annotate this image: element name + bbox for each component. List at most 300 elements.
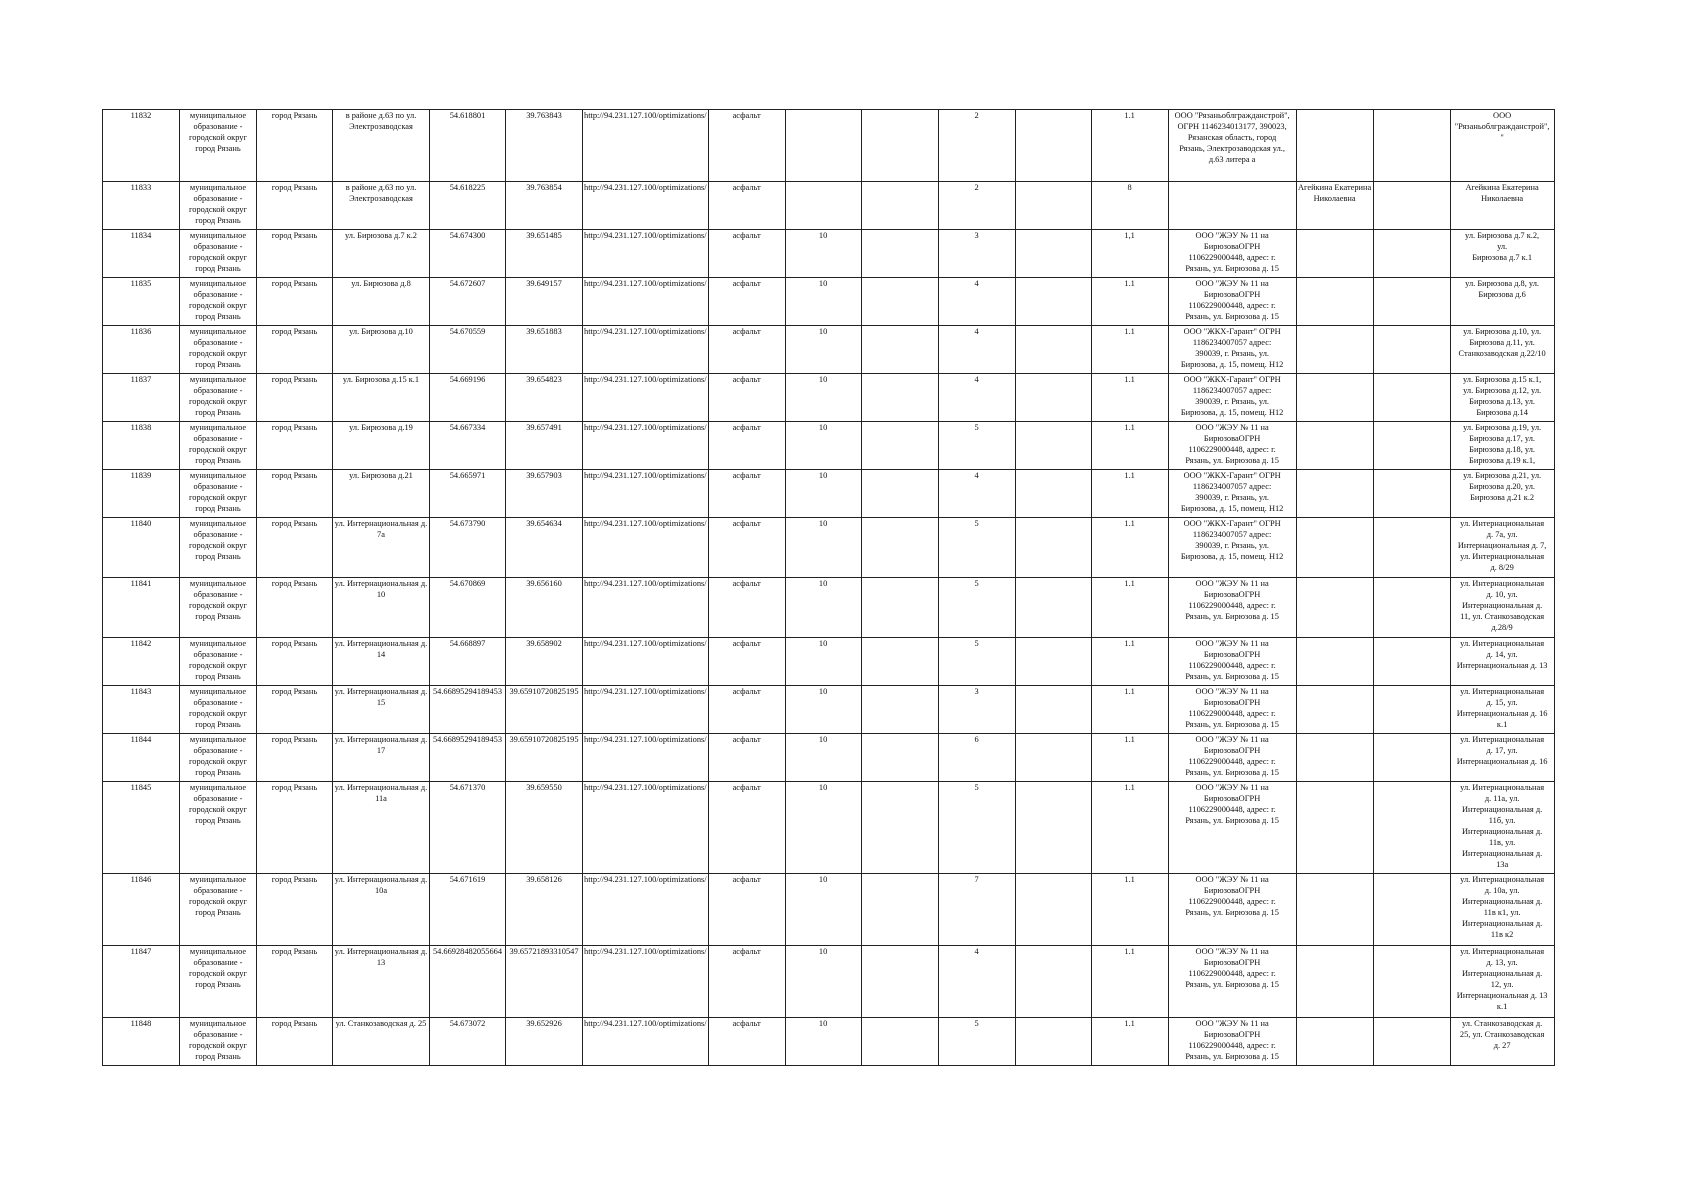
owner-cell-line: 390039, г. Рязань, ул.: [1195, 541, 1269, 550]
surface-cell: асфальт: [708, 326, 785, 374]
municipality-cell: муниципальное образование - городской округ город Рязань: [180, 686, 257, 734]
owner-cell-line: Рязань, ул. Бирюзова д. 15: [1185, 612, 1279, 621]
sources-cell-line: Бирюзова д.13, ул.: [1469, 397, 1536, 406]
sources-cell: [1450, 782, 1554, 874]
sources-cell: [1450, 578, 1554, 638]
municipality-cell: муниципальное образование - городской округ город Рязань: [180, 782, 257, 874]
url-cell: http://94.231.127.100/optimizations/: [583, 638, 709, 686]
table-row: [103, 1018, 1555, 1066]
owner-person-cell: [1296, 230, 1373, 278]
table-row: [103, 686, 1555, 734]
sources-cell-line: Николаевна: [1481, 194, 1524, 203]
owner-cell-line: 1106229000448, адрес: г.: [1188, 969, 1276, 978]
row-id: 11836: [103, 326, 180, 374]
city-cell: город Рязань: [257, 734, 333, 782]
sources-cell-line: ул. Бирюзова д.8, ул.: [1465, 279, 1540, 288]
address-cell: ул. Бирюзова д.21: [333, 470, 430, 518]
empty-cell: [861, 518, 938, 578]
empty-cell: [1015, 1018, 1091, 1066]
latitude-cell: 54.674300: [430, 230, 506, 278]
owner-person-cell: [1296, 518, 1373, 578]
table-row: [103, 734, 1555, 782]
municipality-cell: муниципальное образование - городской округ город Рязань: [180, 874, 257, 946]
longitude-cell: 39.651485: [506, 230, 583, 278]
containers-cell: 5: [938, 782, 1015, 874]
owner-cell-line-part: Бирюзова: [1203, 958, 1239, 967]
empty-cell: [1015, 182, 1091, 230]
owner-cell-line-part: Бирюзова: [1203, 290, 1239, 299]
empty-cell: [1015, 422, 1091, 470]
longitude-cell: 39.649157: [506, 278, 583, 326]
sources-cell-line: Бирюзова д.20, ул.: [1469, 482, 1536, 491]
containers-cell: 7: [938, 874, 1015, 946]
sources-cell-line: ул.: [1497, 242, 1508, 251]
sources-cell: [1450, 326, 1554, 374]
longitude-cell: 39.659550: [506, 782, 583, 874]
owner-cell-line: 1186234007057 адрес:: [1192, 482, 1272, 491]
municipality-cell: муниципальное образование - городской округ город Рязань: [180, 374, 257, 422]
city-cell: город Рязань: [257, 518, 333, 578]
row-id: 11835: [103, 278, 180, 326]
sources-cell-line: д. 8/29: [1490, 563, 1514, 572]
containers-cell: 4: [938, 374, 1015, 422]
sources-cell-line: Бирюзова д.11, ул.: [1469, 338, 1535, 347]
sources-cell-line: ул. Интернациональная: [1460, 875, 1545, 884]
owner-cell-line: Рязань, ул. Бирюзова д. 15: [1185, 816, 1279, 825]
address-cell: ул. Станкозаводская д. 25: [333, 1018, 430, 1066]
owner-cell-line-part: Бирюзова: [1203, 886, 1239, 895]
area-cell: 10: [785, 734, 861, 782]
owner-cell: [1168, 230, 1296, 278]
owner-cell-line: ОГРН 1146234013177, 390023,: [1177, 122, 1287, 131]
latitude-cell: 54.66895294189453: [430, 686, 506, 734]
sources-cell-line: ул. Бирюзова д.19, ул.: [1463, 423, 1542, 432]
city-cell: город Рязань: [257, 374, 333, 422]
longitude-cell: 39.658126: [506, 874, 583, 946]
owner-cell-line: Рязань, ул. Бирюзова д. 15: [1185, 264, 1279, 273]
containers-cell: 5: [938, 422, 1015, 470]
table-row: [103, 326, 1555, 374]
owner-cell-line: ООО "Рязаньоблгражданстрой",: [1174, 111, 1290, 120]
url-cell: http://94.231.127.100/optimizations/: [583, 518, 709, 578]
empty-cell: [861, 470, 938, 518]
owner-cell-line: ООО "ЖКХ-Гарант" ОГРН: [1183, 375, 1281, 384]
address-cell: ул. Бирюзова д.8: [333, 278, 430, 326]
empty-cell: [1373, 110, 1450, 182]
municipality-cell: муниципальное образование - городской округ город Рязань: [180, 110, 257, 182]
volume-cell: 1.1: [1091, 470, 1168, 518]
url-cell: http://94.231.127.100/optimizations/: [583, 182, 709, 230]
sources-cell-line: д.28/9: [1491, 623, 1513, 632]
owner-cell: [1168, 686, 1296, 734]
area-cell: 10: [785, 326, 861, 374]
owner-cell-line: [1170, 241, 1295, 252]
volume-cell: 1.1: [1091, 1018, 1168, 1066]
surface-cell: асфальт: [708, 686, 785, 734]
row-id: 11841: [103, 578, 180, 638]
owner-cell-line: ООО "ЖЭУ № 11 на: [1195, 279, 1269, 288]
row-id: 11846: [103, 874, 180, 946]
longitude-cell: 39.65910720825195: [506, 686, 583, 734]
empty-cell: [1015, 946, 1091, 1018]
owner-cell-line-part: ОГРН: [1238, 958, 1261, 967]
owner-cell-line: Рязанская область, город: [1187, 133, 1277, 142]
latitude-cell: 54.672607: [430, 278, 506, 326]
owner-cell: [1168, 1018, 1296, 1066]
sources-cell: [1450, 278, 1554, 326]
municipality-cell: муниципальное образование - городской округ город Рязань: [180, 734, 257, 782]
address-cell: ул. Бирюзова д.7 к.2: [333, 230, 430, 278]
longitude-cell: 39.656160: [506, 578, 583, 638]
empty-cell: [861, 874, 938, 946]
municipality-cell: муниципальное образование - городской округ город Рязань: [180, 470, 257, 518]
row-id: 11843: [103, 686, 180, 734]
row-id: 11844: [103, 734, 180, 782]
address-cell: ул. Бирюзова д.10: [333, 326, 430, 374]
latitude-cell: 54.668897: [430, 638, 506, 686]
empty-cell: [861, 686, 938, 734]
sources-cell-line: Агейкина Екатерина: [1465, 183, 1539, 192]
sources-cell-line: ул. Бирюзова д.21, ул.: [1463, 471, 1542, 480]
url-cell: http://94.231.127.100/optimizations/: [583, 374, 709, 422]
owner-cell-line: ООО "ЖКХ-Гарант" ОГРН: [1183, 519, 1281, 528]
sources-cell-line: Бирюзова д.21 к.2: [1470, 493, 1535, 502]
latitude-cell: 54.618801: [430, 110, 506, 182]
url-cell: http://94.231.127.100/optimizations/: [583, 110, 709, 182]
empty-cell: [861, 1018, 938, 1066]
surface-cell: асфальт: [708, 578, 785, 638]
sources-cell-line: Станкозаводская д.22/10: [1458, 349, 1546, 358]
owner-cell-line: 1106229000448, адрес: г.: [1188, 757, 1276, 766]
city-cell: город Рязань: [257, 874, 333, 946]
owner-cell-line: 1106229000448, адрес: г.: [1188, 897, 1276, 906]
sources-cell-line: 11в к2: [1490, 930, 1514, 939]
volume-cell: 1.1: [1091, 374, 1168, 422]
document-page: [102, 109, 1555, 1066]
owner-cell-line-part: Бирюзова: [1203, 794, 1239, 803]
city-cell: город Рязань: [257, 230, 333, 278]
volume-cell: 1.1: [1091, 874, 1168, 946]
empty-cell: [861, 110, 938, 182]
owner-cell-line: Бирюзова, д. 15, помещ. Н12: [1180, 552, 1284, 561]
volume-cell: 1.1: [1091, 518, 1168, 578]
containers-cell: 2: [938, 110, 1015, 182]
surface-cell: асфальт: [708, 518, 785, 578]
sources-cell-line: д. 11а, ул.: [1484, 794, 1520, 803]
sources-cell: [1450, 470, 1554, 518]
owner-person-cell: [1296, 782, 1373, 874]
sources-cell-line: 11в к1, ул.: [1483, 908, 1521, 917]
empty-cell: [861, 278, 938, 326]
owner-cell-line: ООО "ЖЭУ № 11 на: [1195, 783, 1269, 792]
owner-cell-line-part: Бирюзова: [1203, 746, 1239, 755]
area-cell: 10: [785, 686, 861, 734]
empty-cell: [1373, 374, 1450, 422]
empty-cell: [1015, 686, 1091, 734]
owner-cell-line: ООО "ЖЭУ № 11 на: [1195, 687, 1269, 696]
surface-cell: асфальт: [708, 278, 785, 326]
sources-cell-line: 12, ул.: [1490, 980, 1514, 989]
sources-cell-line: Интернациональная д. 13: [1456, 661, 1548, 670]
municipality-cell: муниципальное образование - городской округ город Рязань: [180, 230, 257, 278]
sources-cell-line: ул. Интернациональная: [1460, 639, 1545, 648]
containers-cell: 4: [938, 946, 1015, 1018]
address-cell: ул. Интернациональная д. 7а: [333, 518, 430, 578]
table-row: [103, 230, 1555, 278]
address-cell: ул. Интернациональная д. 13: [333, 946, 430, 1018]
owner-cell-line: [1170, 1029, 1295, 1040]
city-cell: город Рязань: [257, 782, 333, 874]
owner-person-cell: [1296, 374, 1373, 422]
sources-cell: [1450, 518, 1554, 578]
owner-person-cell: [1296, 578, 1373, 638]
area-cell: 10: [785, 946, 861, 1018]
address-cell: ул. Интернациональная д. 14: [333, 638, 430, 686]
sources-cell: [1450, 422, 1554, 470]
sources-cell-line: Интернациональная д. 16: [1456, 709, 1548, 718]
owner-cell-line-part: ОГРН: [1238, 290, 1261, 299]
city-cell: город Рязань: [257, 638, 333, 686]
sources-cell-line: ул. Бирюзова д.7 к.2,: [1465, 231, 1540, 240]
empty-cell: [1015, 518, 1091, 578]
area-cell: 10: [785, 230, 861, 278]
empty-cell: [1373, 686, 1450, 734]
longitude-cell: 39.657491: [506, 422, 583, 470]
latitude-cell: 54.673790: [430, 518, 506, 578]
sources-cell-line: д. 10, ул.: [1486, 590, 1518, 599]
empty-cell: [1373, 638, 1450, 686]
owner-person-cell: [1296, 422, 1373, 470]
containers-cell: 5: [938, 578, 1015, 638]
municipality-cell: муниципальное образование - городской округ город Рязань: [180, 278, 257, 326]
sources-cell-line: Интернациональная д.: [1462, 601, 1543, 610]
owner-cell-line: Бирюзова, д. 15, помещ. Н12: [1180, 504, 1284, 513]
area-cell: 10: [785, 874, 861, 946]
sources-cell: [1450, 686, 1554, 734]
latitude-cell: 54.618225: [430, 182, 506, 230]
containers-cell: 4: [938, 470, 1015, 518]
sources-cell-line: д. 17, ул.: [1486, 746, 1518, 755]
owner-cell-line-part: Бирюзова: [1203, 1030, 1239, 1039]
area-cell: 10: [785, 638, 861, 686]
sources-cell: [1450, 874, 1554, 946]
latitude-cell: 54.665971: [430, 470, 506, 518]
latitude-cell: 54.671370: [430, 782, 506, 874]
owner-cell-line: Рязань, Электрозаводская ул.,: [1179, 144, 1285, 153]
owner-cell-line-part: ОГРН: [1238, 698, 1261, 707]
municipality-cell: муниципальное образование - городской округ город Рязань: [180, 638, 257, 686]
url-cell: http://94.231.127.100/optimizations/: [583, 1018, 709, 1066]
address-cell: ул. Бирюзова д.19: [333, 422, 430, 470]
owner-cell-line: Рязань, ул. Бирюзова д. 15: [1185, 456, 1279, 465]
row-id: 11839: [103, 470, 180, 518]
owner-cell-line: [1170, 885, 1295, 896]
sources-cell-line: Интернациональная д. 16: [1456, 757, 1548, 766]
owner-cell-line: Рязань, ул. Бирюзова д. 15: [1185, 908, 1279, 917]
sources-cell-line: Интернациональная д. 7,: [1457, 541, 1547, 550]
empty-cell: [1373, 230, 1450, 278]
latitude-cell: 54.671619: [430, 874, 506, 946]
latitude-cell: 54.670559: [430, 326, 506, 374]
volume-cell: 1.1: [1091, 946, 1168, 1018]
table-row: [103, 422, 1555, 470]
sources-cell-line: д. 27: [1493, 1041, 1511, 1050]
volume-cell: 1.1: [1091, 278, 1168, 326]
latitude-cell: 54.66928482055664: [430, 946, 506, 1018]
url-cell: http://94.231.127.100/optimizations/: [583, 326, 709, 374]
sources-cell-line: 11б, ул.: [1488, 816, 1516, 825]
waste-sites-table: [102, 109, 1555, 1066]
empty-cell: [1373, 326, 1450, 374]
owner-cell-line: [1170, 745, 1295, 756]
url-cell: http://94.231.127.100/optimizations/: [583, 782, 709, 874]
sources-cell-line: д. 14, ул.: [1486, 650, 1518, 659]
owner-cell-line: 1186234007057 адрес:: [1192, 338, 1272, 347]
empty-cell: [1015, 470, 1091, 518]
owner-cell-line: [1170, 697, 1295, 708]
owner-cell-line: 1106229000448, адрес: г.: [1188, 445, 1276, 454]
owner-cell-line: Бирюзова, д. 15, помещ. Н12: [1180, 360, 1284, 369]
municipality-cell: муниципальное образование - городской округ город Рязань: [180, 946, 257, 1018]
owner-cell-line-part: ОГРН: [1238, 886, 1261, 895]
municipality-cell: муниципальное образование - городской округ город Рязань: [180, 182, 257, 230]
volume-cell: 1.1: [1091, 686, 1168, 734]
owner-cell: [1168, 110, 1296, 182]
owner-cell-line: 1106229000448, адрес: г.: [1188, 253, 1276, 262]
empty-cell: [1015, 782, 1091, 874]
city-cell: город Рязань: [257, 278, 333, 326]
area-cell: [785, 182, 861, 230]
empty-cell: [1373, 782, 1450, 874]
owner-cell-line: Рязань, ул. Бирюзова д. 15: [1185, 720, 1279, 729]
owner-cell-line: 1106229000448, адрес: г.: [1188, 1041, 1276, 1050]
owner-cell-line: 1106229000448, адрес: г.: [1188, 301, 1276, 310]
sources-cell-line: ул. Бирюзова д.10, ул.: [1463, 327, 1542, 336]
surface-cell: асфальт: [708, 470, 785, 518]
owner-person-cell: [1296, 734, 1373, 782]
address-cell: ул. Интернациональная д. 11а: [333, 782, 430, 874]
volume-cell: 1.1: [1091, 782, 1168, 874]
empty-cell: [1373, 278, 1450, 326]
url-cell: http://94.231.127.100/optimizations/: [583, 578, 709, 638]
table-row: [103, 110, 1555, 182]
sources-cell-line: ул. Интернациональная: [1460, 783, 1545, 792]
address-cell: в районе д.63 по ул. Электрозаводская: [333, 182, 430, 230]
owner-cell-line: 1106229000448, адрес: г.: [1188, 661, 1276, 670]
empty-cell: [861, 734, 938, 782]
surface-cell: асфальт: [708, 734, 785, 782]
containers-cell: 3: [938, 230, 1015, 278]
city-cell: город Рязань: [257, 946, 333, 1018]
owner-person-cell: [1296, 470, 1373, 518]
table-row: [103, 278, 1555, 326]
owner-cell-line-part: Бирюзова: [1203, 434, 1239, 443]
sources-cell: [1450, 110, 1554, 182]
volume-cell: 1.1: [1091, 110, 1168, 182]
sources-cell-line: д. 15, ул.: [1486, 698, 1518, 707]
address-cell: ул. Интернациональная д. 17: [333, 734, 430, 782]
volume-cell: 1,1: [1091, 230, 1168, 278]
surface-cell: асфальт: [708, 782, 785, 874]
sources-cell-line: ул. Интернациональная: [1460, 735, 1545, 744]
municipality-cell: муниципальное образование - городской округ город Рязань: [180, 422, 257, 470]
sources-cell-line: 11в, ул.: [1488, 838, 1516, 847]
area-cell: 10: [785, 578, 861, 638]
owner-cell-line: 1186234007057 адрес:: [1192, 386, 1272, 395]
sources-cell-line: Интернациональная д.: [1462, 919, 1543, 928]
empty-cell: [1373, 946, 1450, 1018]
owner-cell-line: Рязань, ул. Бирюзова д. 15: [1185, 768, 1279, 777]
sources-cell: [1450, 374, 1554, 422]
owner-person-cell: Агейкина Екатерина Николаевна: [1296, 182, 1373, 230]
volume-cell: 1.1: [1091, 326, 1168, 374]
owner-cell-line-part: ОГРН: [1238, 650, 1261, 659]
sources-cell-line: ул. Станкозаводская д.: [1461, 1019, 1543, 1028]
row-id: 11845: [103, 782, 180, 874]
sources-cell-line: д. 13, ул.: [1486, 958, 1518, 967]
sources-cell: [1450, 734, 1554, 782]
area-cell: 10: [785, 782, 861, 874]
owner-cell-line: [1170, 589, 1295, 600]
sources-cell-line: Бирюзова д.14: [1476, 408, 1528, 417]
owner-cell-line-part: Бирюзова: [1203, 650, 1239, 659]
sources-cell-line: ": [1500, 133, 1504, 142]
sources-cell-line: ул. Интернациональная: [1460, 947, 1545, 956]
table-row: [103, 518, 1555, 578]
city-cell: город Рязань: [257, 686, 333, 734]
surface-cell: асфальт: [708, 110, 785, 182]
row-id: 11842: [103, 638, 180, 686]
sources-cell: [1450, 1018, 1554, 1066]
table-row: [103, 782, 1555, 874]
owner-cell: [1168, 422, 1296, 470]
longitude-cell: 39.763854: [506, 182, 583, 230]
row-id: 11838: [103, 422, 180, 470]
sources-cell-line: Бирюзова д.17, ул.: [1469, 434, 1536, 443]
sources-cell: [1450, 946, 1554, 1018]
owner-cell-line: ООО "ЖКХ-Гарант" ОГРН: [1183, 327, 1281, 336]
city-cell: город Рязань: [257, 326, 333, 374]
sources-cell-line: Интернациональная д. 13: [1456, 991, 1548, 1000]
city-cell: город Рязань: [257, 110, 333, 182]
url-cell: http://94.231.127.100/optimizations/: [583, 946, 709, 1018]
address-cell: ул. Интернациональная д. 10: [333, 578, 430, 638]
empty-cell: [861, 638, 938, 686]
city-cell: город Рязань: [257, 470, 333, 518]
sources-cell-line: Интернациональная д.: [1462, 969, 1543, 978]
empty-cell: [861, 946, 938, 1018]
surface-cell: асфальт: [708, 374, 785, 422]
owner-cell: [1168, 182, 1296, 230]
municipality-cell: муниципальное образование - городской округ город Рязань: [180, 578, 257, 638]
table-row: [103, 638, 1555, 686]
table-row: [103, 470, 1555, 518]
url-cell: http://94.231.127.100/optimizations/: [583, 278, 709, 326]
empty-cell: [1015, 638, 1091, 686]
owner-cell-line: ООО "ЖЭУ № 11 на: [1195, 875, 1269, 884]
owner-cell-line: 1106229000448, адрес: г.: [1188, 805, 1276, 814]
owner-cell-line-part: Бирюзова: [1203, 698, 1239, 707]
containers-cell: 6: [938, 734, 1015, 782]
sources-cell-line: ул. Интернациональная: [1460, 579, 1545, 588]
surface-cell: асфальт: [708, 874, 785, 946]
owner-cell-line-part: ОГРН: [1238, 1030, 1261, 1039]
owner-cell-line-part: ОГРН: [1238, 794, 1261, 803]
owner-cell-line-part: ОГРН: [1238, 746, 1261, 755]
longitude-cell: 39.65721893310547: [506, 946, 583, 1018]
url-cell: http://94.231.127.100/optimizations/: [583, 422, 709, 470]
latitude-cell: 54.669196: [430, 374, 506, 422]
